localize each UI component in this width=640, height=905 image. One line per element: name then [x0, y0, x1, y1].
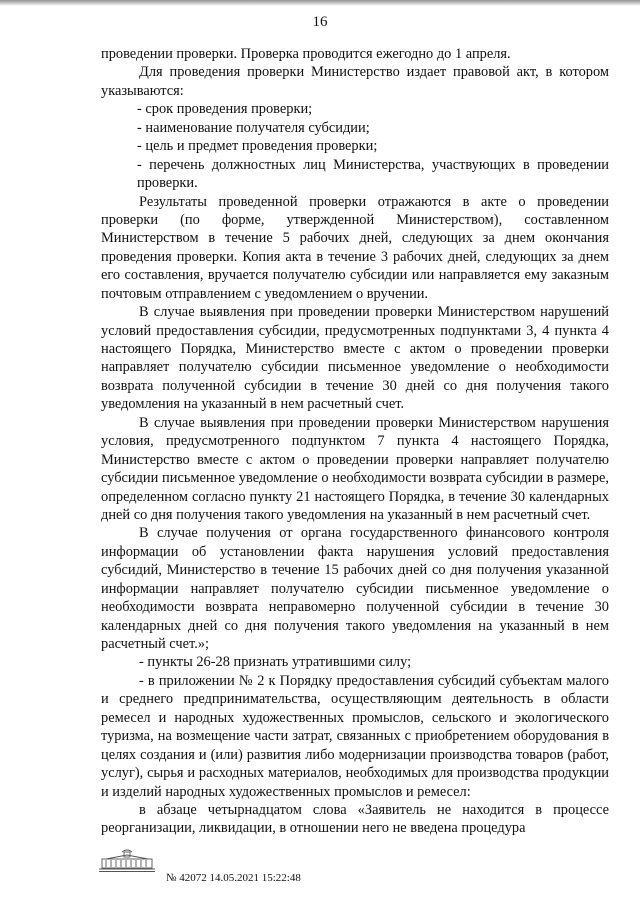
page-number: 16: [312, 14, 328, 30]
list-item: - наименование получателя субсидии;: [137, 119, 370, 136]
document-body: [101, 45, 609, 838]
list-item: - срок проведения проверки;: [137, 101, 313, 118]
paragraph: - в приложении № 2 к Порядку предоставления субсидий субъектам малого и среднего предпринимательства, осуществляющим деятельность в области ремесел и народных художественных промыслов, сельского и экологического туризма, на возмещение части затрат, связанных с приобретением оборудования в целях создания и (или) развития либо модернизации производства товаров (работ, услуг), сырья и расходных материалов, необходимых для производства продукции и изделий народных художественных промыслов и ремесел:: [101, 672, 609, 800]
paragraph: - пункты 26-28 признать утратившими силу;: [139, 654, 412, 671]
paragraph: В случае выявления при проведении проверки Министерством нарушения условия, предусмотренного подпунктом 7 пункта 4 настоящего Порядка, Министерство вместе с актом о проведении проверки направляет получателю субсидии письменное уведомление о необходимости возврата субсидии в размере, определенном согласно пункту 21 настоящего Порядка, в течение 30 календарных дней со дня получения такого уведомления на указанный в нем расчетный счет.: [101, 414, 609, 523]
scan-edge: [0, 0, 640, 6]
paragraph: Результаты проведенной проверки отражаются в акте о проведении проверки (по форме, утвержденной Министерством), составленном Министерством в течение 5 рабочих дней, следующих за днем окончания проведения проверки. Копия акта в течение 3 рабочих дней, следующих за днем его составления, вручается получателю субсидии или направляется ему заказным почтовым отправлением с уведомлением о вручении.: [101, 193, 609, 302]
government-building-icon: [96, 848, 158, 879]
list-item: - цель и предмет проведения проверки;: [137, 138, 378, 155]
paragraph: В случае выявления при проведении проверки Министерством нарушений условий предоставления субсидии, предусмотренных подпунктами 3, 4 пункта 4 настоящего Порядка, Министерство вместе с актом о проведении проверки направляет получателю субсидии письменное уведомление о необходимости возврата полученной субсидии в течение 30 дней со дня получения такого уведомления на указанный в нем расчетный счет.: [101, 304, 609, 413]
document-stamp: № 42072 14.05.2021 15:22:48: [166, 872, 301, 884]
paragraph: Для проведения проверки Министерство издает правовой акт, в котором указываются:: [101, 64, 609, 99]
paragraph: проведении проверки. Проверка проводится ежегодно до 1 апреля.: [101, 46, 511, 62]
document-footer: [96, 848, 496, 888]
list-item: - перечень должностных лиц Министерства, участвующих в проведении проверки.: [137, 156, 609, 192]
paragraph: в абзаце четырнадцатом слова «Заявитель не находится в процессе реорганизации, ликвидации, в отношении него не введена процедура: [101, 801, 609, 837]
paragraph: В случае получения от органа государственного финансового контроля информации об установлении факта нарушения условий предоставления субсидий, Министерство в течение 15 рабочих дней со дня получения указанной информации направляет получателю субсидии письменное уведомление о необходимости возврата неправомерно полученной субсидии в течение 30 календарных дней со дня получения такого уведомления на указанный в нем расчетный счет.»;: [101, 525, 609, 652]
